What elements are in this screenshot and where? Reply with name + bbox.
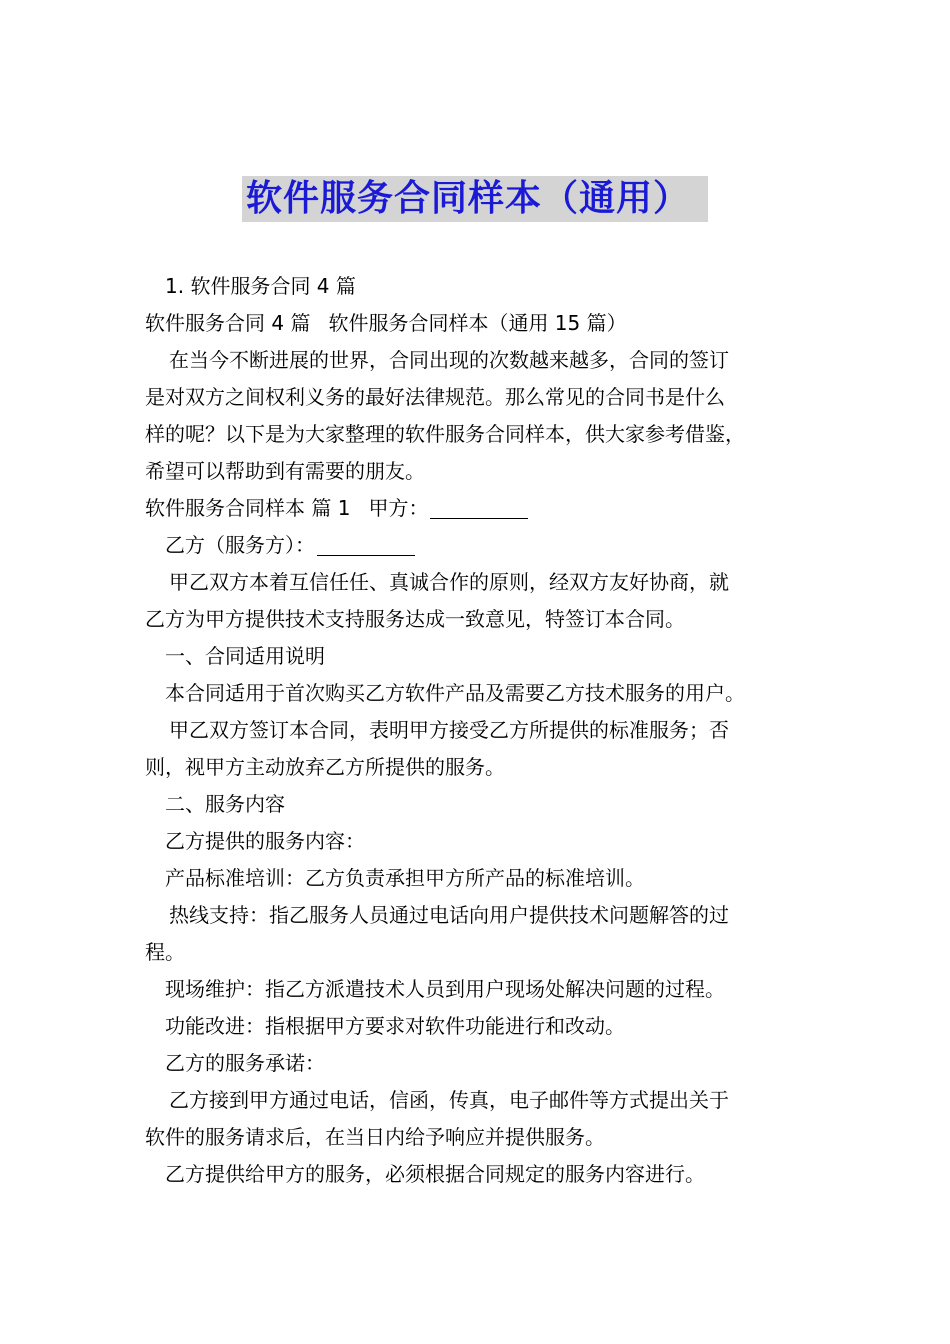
intro-line-3: 样的呢？以下是为大家整理的软件服务合同样本，供大家参考借鉴，	[145, 422, 745, 446]
subtitle-part-2: 软件服务合同样本（通用 15 篇）	[328, 311, 627, 335]
paragraph-line: 甲乙双方签订本合同，表明甲方接受乙方所提供的标准服务；否	[169, 718, 729, 742]
party-b-blank	[317, 535, 415, 556]
intro-line-4: 希望可以帮助到有需要的朋友。	[145, 459, 425, 483]
subtitle-part-1: 软件服务合同 4 篇	[145, 311, 311, 335]
list-item-1: 1. 软件服务合同 4 篇	[165, 274, 356, 298]
paragraph-line: 功能改进：指根据甲方要求对软件功能进行和改动。	[165, 1014, 625, 1038]
paragraph-line: 甲乙双方本着互信任任、真诚合作的原则，经双方友好协商，就	[169, 570, 729, 594]
paragraph-line: 乙方的服务承诺：	[165, 1051, 325, 1075]
paragraph-line: 本合同适用于首次购买乙方软件产品及需要乙方技术服务的用户。	[165, 681, 745, 705]
title-container	[0, 176, 950, 222]
paragraph-line: 热线支持：指乙服务人员通过电话向用户提供技术问题解答的过	[169, 903, 729, 927]
intro-line-1: 在当今不断进展的世界，合同出现的次数越来越多，合同的签订	[169, 348, 729, 372]
section-heading-1: 一、合同适用说明	[165, 644, 325, 668]
intro-line-2: 是对双方之间权利义务的最好法律规范。那么常见的合同书是什么	[145, 385, 725, 409]
paragraph-line: 乙方为甲方提供技术支持服务达成一致意见，特签订本合同。	[145, 607, 685, 631]
party-a-line	[145, 490, 815, 527]
party-b-label: 乙方（服务方）：	[165, 533, 315, 557]
paragraph-line: 乙方提供的服务内容：	[165, 829, 365, 853]
sample-heading: 软件服务合同样本 篇 1	[145, 496, 351, 520]
paragraph-line: 现场维护：指乙方派遣技术人员到用户现场处解决问题的过程。	[165, 977, 725, 1001]
document-body	[145, 268, 815, 1193]
document-title: 软件服务合同样本（通用）	[242, 176, 708, 222]
paragraph-line: 软件的服务请求后，在当日内给予响应并提供服务。	[145, 1125, 605, 1149]
section-heading-2: 二、服务内容	[165, 792, 285, 816]
party-a-blank	[430, 498, 528, 519]
paragraph-line: 乙方提供给甲方的服务，必须根据合同规定的服务内容进行。	[165, 1162, 705, 1186]
party-a-label: 甲方：	[368, 496, 429, 520]
subtitle-line	[145, 305, 815, 342]
party-b-line	[145, 527, 815, 564]
paragraph-line: 则，视甲方主动放弃乙方所提供的服务。	[145, 755, 505, 779]
paragraph-line: 乙方接到甲方通过电话，信函，传真，电子邮件等方式提出关于	[169, 1088, 729, 1112]
paragraph-line: 程。	[145, 940, 185, 964]
paragraph-line: 产品标准培训：乙方负责承担甲方所产品的标准培训。	[165, 866, 645, 890]
